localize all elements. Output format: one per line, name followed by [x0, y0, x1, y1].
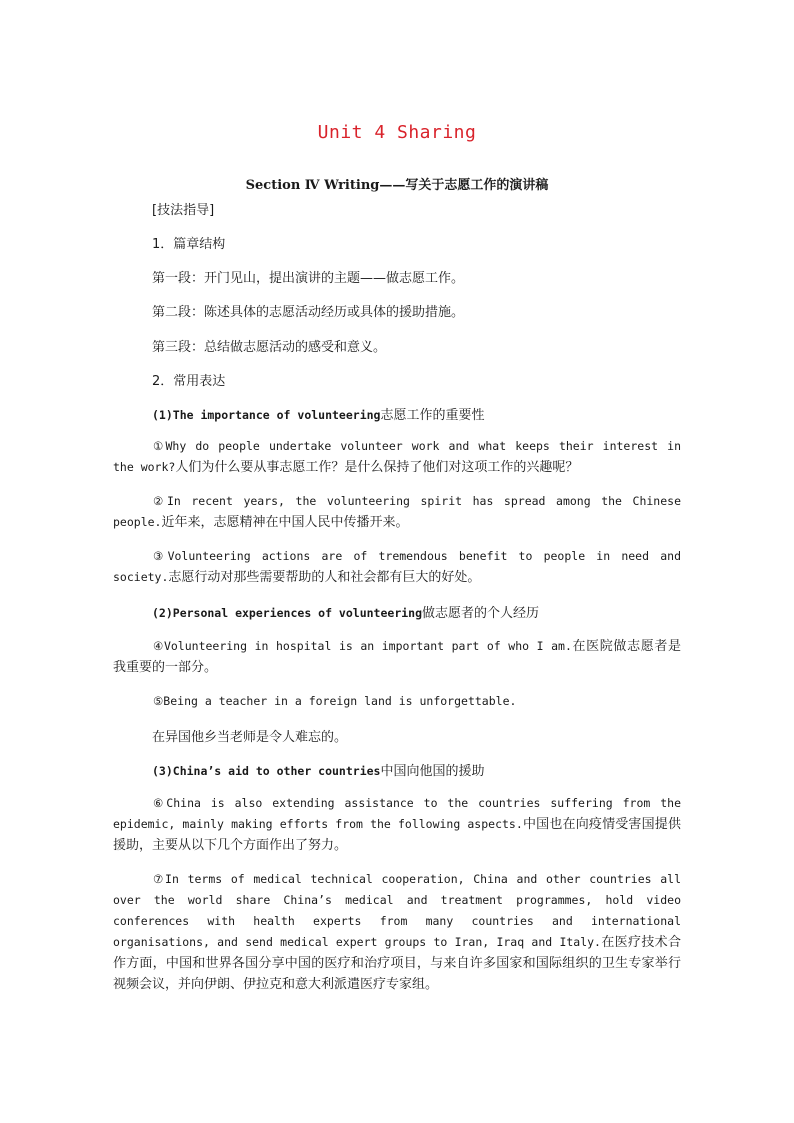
example-cn: 在医院做志愿者是我重要的一部分。	[113, 639, 681, 675]
subheading-importance	[152, 404, 485, 423]
example-en: ⑥China is also extending assistance to the countries suffering from the epidemic, mainly making efforts from the following aspects.	[113, 796, 681, 831]
example-en: ⑦In terms of medical technical cooperation, China and other countries all over the world share China’s medical and treatment programmes, hold video conferences with health experts from many countries and international organisations, and send medical expert groups to Iran, Iraq and Italy.	[113, 872, 681, 949]
example-en: ⑤Being a teacher in a foreign land is unforgettable.	[153, 694, 517, 708]
example-cn: 中国也在向疫情受害国提供援助，主要从以下几个方面作出了努力。	[113, 817, 681, 853]
example-en: ①Why do people undertake volunteer work and what keeps their interest in the work?	[113, 439, 681, 474]
guide-label: [技法指导]	[152, 203, 215, 218]
example-cn: 近年来，志愿精神在中国人民中传播开来。	[161, 515, 409, 530]
example-cn: 人们为什么要从事志愿工作？是什么保持了他们对这项工作的兴趣呢？	[175, 460, 579, 475]
example-5	[113, 691, 681, 712]
subheading-en: (3)China’s aid to other countries	[152, 764, 381, 778]
example-5-translation: 在异国他乡当老师是令人难忘的。	[152, 730, 348, 745]
subheading-cn: 做志愿者的个人经历	[422, 606, 540, 621]
example-3	[113, 546, 681, 588]
section-title: Section Ⅳ Writing——写关于志愿工作的演讲稿	[245, 178, 549, 193]
example-1	[113, 436, 681, 478]
example-2	[113, 491, 681, 533]
example-cn: 在医疗技术合作方面，中国和世界各国分享中国的医疗和治疗项目，与来自许多国家和国际组织的卫生专家举行视频会议，并向伊朗、伊拉克和意大利派遣医疗专家组。	[113, 935, 681, 992]
subheading-china-aid	[152, 760, 485, 779]
structure-para-1: 第一段：开门见山，提出演讲的主题——做志愿工作。	[152, 271, 465, 286]
example-en: ②In recent years, the volunteering spirit has spread among the Chinese people.	[113, 494, 681, 529]
example-7	[113, 869, 681, 995]
structure-para-3: 第三段：总结做志愿活动的感受和意义。	[152, 340, 387, 355]
example-cn: 志愿行动对那些需要帮助的人和社会都有巨大的好处。	[168, 570, 481, 585]
subheading-cn: 志愿工作的重要性	[380, 408, 485, 423]
structure-para-2: 第二段：陈述具体的志愿活动经历或具体的援助措施。	[152, 305, 465, 320]
subheading-en: (1)The importance of volunteering	[152, 408, 381, 422]
example-en: ④Volunteering in hospital is an important part of who I am.	[153, 639, 572, 653]
unit-title: Unit 4 Sharing	[317, 122, 477, 143]
part1-heading: 1．篇章结构	[152, 237, 226, 252]
example-4	[113, 636, 681, 678]
example-6	[113, 793, 681, 856]
subheading-en: (2)Personal experiences of volunteering	[152, 606, 423, 620]
example-en: ③Volunteering actions are of tremendous benefit to people in need and society.	[113, 549, 681, 584]
subheading-experiences	[152, 602, 539, 621]
subheading-cn: 中国向他国的援助	[380, 764, 485, 779]
part2-heading: 2．常用表达	[152, 374, 226, 389]
